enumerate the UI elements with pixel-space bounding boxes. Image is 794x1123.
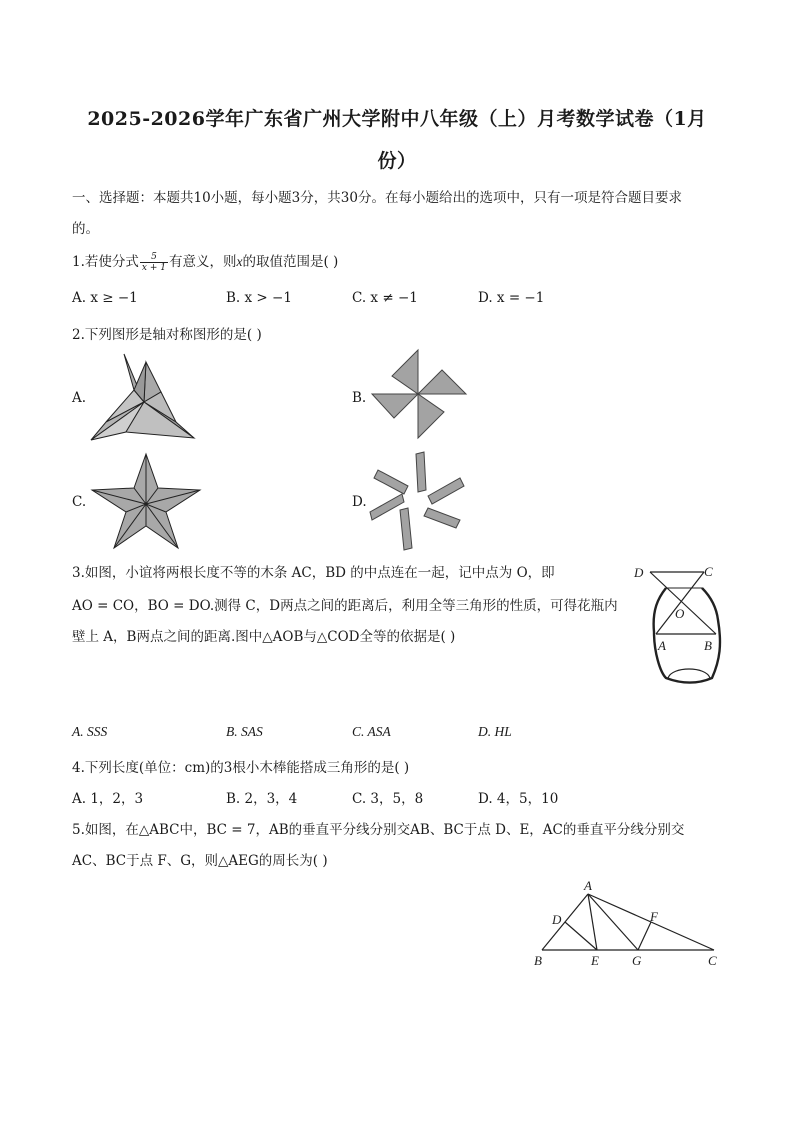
q3-label-b: B xyxy=(704,638,712,653)
q1-option-d: D. x = −1 xyxy=(478,290,545,306)
q3-option-a: A. SSS xyxy=(72,724,108,739)
q5-label-g: G xyxy=(632,953,642,968)
q3-option-b: B. SAS xyxy=(226,724,263,739)
q1-fraction-numerator: 5 xyxy=(140,252,168,263)
q3-label-c: C xyxy=(704,564,713,579)
q3-option-c: C. ASA xyxy=(352,724,391,739)
q5-label-e: E xyxy=(591,953,599,968)
question-3-line3: 壁上 A，B两点之间的距离.图中△AOB与△COD全等的依据是( ) xyxy=(72,629,456,645)
question-3-line2: AO = CO，BO = DO.测得 C，D两点之间的距离后，利用全等三角形的性质，可得花瓶内 xyxy=(72,598,618,614)
question-4: 4.下列长度(单位：cm)的3根小木棒能搭成三角形的是( ) xyxy=(72,760,410,776)
question-3-line1: 3.如图，小谊将两根长度不等的木条 AC，BD 的中点连在一起，记中点为 O，即 xyxy=(72,565,555,581)
q1-option-b: B. x > −1 xyxy=(226,290,292,306)
q5-label-a: A xyxy=(584,880,592,893)
q3-label-o: O xyxy=(675,606,685,621)
q1-suffix-a: 有意义，则 xyxy=(168,254,237,270)
q4-option-a: A. 1，2，3 xyxy=(72,791,144,807)
section-heading-line2: 的。 xyxy=(72,221,99,237)
paper-title-line2: 份） xyxy=(377,150,417,172)
q2-figure-c-star xyxy=(90,452,202,550)
question-2: 2.下列图形是轴对称图形的是( ) xyxy=(72,327,262,343)
q2-figure-b-windmill xyxy=(370,348,470,440)
q4-option-c: C. 3，5，8 xyxy=(352,791,424,807)
q5-label-b: B xyxy=(534,953,542,968)
q2-option-a-label: A. xyxy=(72,390,87,406)
q3-label-a: A xyxy=(658,638,666,653)
q2-figure-d-blades xyxy=(368,450,466,552)
q2-figure-a-pinwheel xyxy=(86,352,201,444)
paper-title-line1: 2025-2026学年广东省广州大学附中八年级（上）月考数学试卷（1月 xyxy=(87,108,707,130)
question-5-line1: 5.如图，在△ABC中，BC = 7，AB的垂直平分线分别交AB、BC于点 D、E，AC的垂直平分线分别交 xyxy=(72,822,685,838)
q1-option-c: C. x ≠ −1 xyxy=(352,290,418,306)
q1-variable: x xyxy=(236,254,243,269)
q2-option-b-label: B. xyxy=(352,390,367,406)
q2-option-c-label: C. xyxy=(72,494,87,510)
q1-suffix-b: 的取值范围是( ) xyxy=(242,254,339,270)
q3-option-d: D. HL xyxy=(478,724,512,739)
q2-option-d-label: D. xyxy=(352,494,367,510)
q3-figure-vase xyxy=(632,560,724,686)
q1-fraction xyxy=(140,252,168,273)
q1-prefix: 1.若使分式 xyxy=(72,254,139,270)
q5-label-c: C xyxy=(708,953,717,968)
q1-fraction-denominator: x + 1 xyxy=(141,263,166,273)
q5-label-d: D xyxy=(552,912,562,927)
q1-option-a: A. x ≥ −1 xyxy=(72,290,138,306)
q5-label-f: F xyxy=(650,909,658,924)
question-1 xyxy=(72,250,338,273)
section-heading-line1: 一、选择题：本题共10小题，每小题3分，共30分。在每小题给出的选项中，只有一项是符合题目要求 xyxy=(72,190,682,206)
q4-option-d: D. 4，5，10 xyxy=(478,791,559,807)
question-5-line2: AC、BC于点 F、G，则△AEG的周长为( ) xyxy=(72,853,328,869)
q3-label-d: D xyxy=(634,565,644,580)
q4-option-b: B. 2，3，4 xyxy=(226,791,298,807)
q5-figure-triangle xyxy=(530,880,724,970)
